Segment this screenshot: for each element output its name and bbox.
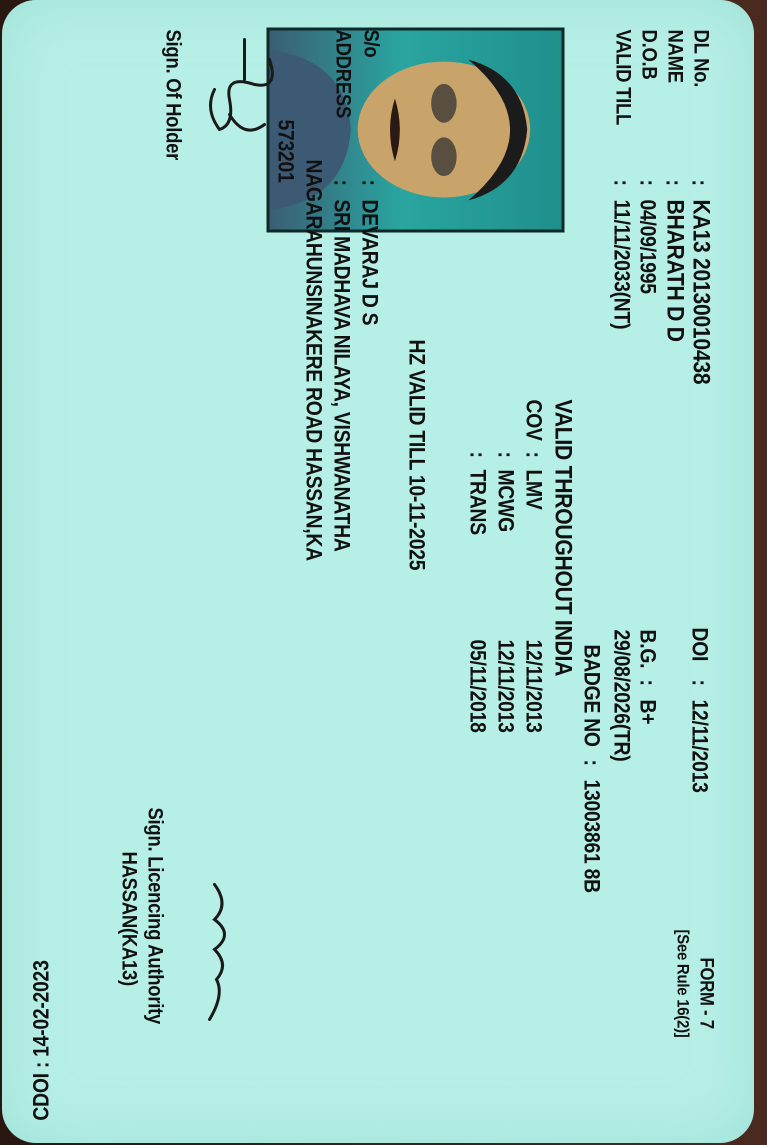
doi-label: DOI	[687, 627, 713, 662]
father-name: DEVARAJ D S	[357, 199, 383, 326]
holder-name: BHARATH D D	[661, 199, 689, 342]
blood-group-label: B.G.	[635, 629, 661, 669]
class-mcwg-date: 12/11/2013	[493, 639, 519, 733]
class-trans: TRANS	[465, 469, 491, 535]
validity-heading: VALID THROUGHOUT INDIA	[549, 399, 577, 677]
cov-label: COV	[521, 399, 547, 441]
class-lmv: LMV	[521, 469, 547, 510]
driving-licence-card	[2, 0, 754, 1143]
authority-signature	[185, 880, 255, 1030]
badge-label: BADGE NO	[579, 644, 605, 747]
valid-till-label: VALID TILL	[611, 29, 635, 126]
son-of-label: S/o	[359, 29, 383, 58]
class-lmv-date: 12/11/2013	[521, 639, 547, 733]
badge-number: 13003861 8B	[579, 779, 605, 893]
address-line-1: SRI MADHAVA NILAYA, VISHWANATHA	[329, 199, 355, 552]
authority-office: HASSAN(KA13)	[117, 851, 141, 986]
hz-validity: HZ VALID TILL 10-11-2025	[404, 339, 430, 571]
doi-value: 12/11/2013	[687, 699, 713, 793]
holder-signature	[195, 30, 285, 170]
card-content: DL No. NAME D.O.B VALID TILL : : : : KA13 20130010438 BHARATH D D 04/09/1995 11/11/2033(NT) DOI : 12/11/2013 FORM - 7 [See Rule 16(2)] B.G. : B+ 29/08/2026(TR) BADGE NO : 13003861 8B VALID THROUGHOUT INDIA COV : LMV 12/11/2013 : MCWG 12/11/2013 : TRANS 05/11/2018 HZ VALID TILL 10-11-2025 S/o : DEVARAJ D S ADDRESS : SRI MADHAVA NILAYA, VISHWANATHA NAGARAHUNSINAKERE ROAD HASSAN,KA 573201 Sign. Of Holder Sign. Licencing Authority HASSAN(KA13) CDOI : 14-02-2023	[28, 29, 717, 1121]
form-rule: [See Rule 16(2)]	[673, 929, 693, 1038]
date-of-birth: 04/09/1995	[635, 199, 661, 294]
cdoi: CDOI : 14-02-2023	[28, 960, 54, 1121]
address-line-3: 573201	[273, 119, 299, 183]
class-trans-date: 05/11/2018	[465, 639, 491, 733]
blood-group-value: B+	[635, 699, 661, 725]
class-mcwg: MCWG	[493, 469, 519, 532]
dl-number: KA13 20130010438	[687, 199, 715, 385]
dl-label: DL No.	[689, 29, 713, 88]
holder-signature-label: Sign. Of Holder	[161, 29, 185, 161]
dob-label: D.O.B	[637, 29, 661, 80]
name-label: NAME	[663, 29, 687, 83]
address-line-2: NAGARAHUNSINAKERE ROAD HASSAN,KA	[301, 159, 327, 561]
valid-till-value: 11/11/2033(NT)	[609, 199, 635, 330]
form-title: FORM - 7	[695, 957, 717, 1029]
authority-signature-label: Sign. Licencing Authority	[143, 807, 167, 1025]
address-label: ADDRESS	[331, 29, 355, 119]
tr-validity: 29/08/2026(TR)	[609, 629, 635, 762]
